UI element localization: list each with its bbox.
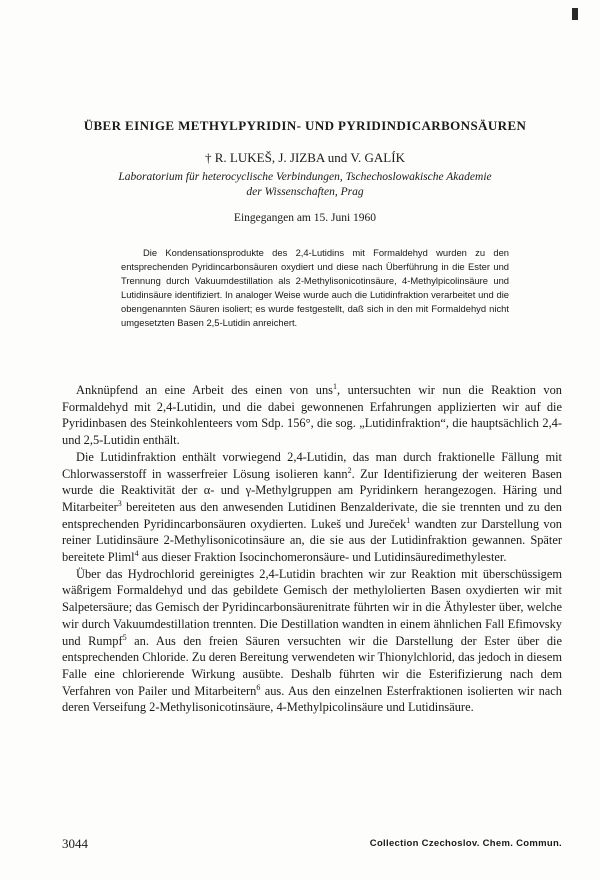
paragraph-text: wandten zur Darstellung von reiner Lutidinsäure 2-Methylisonicotinsäure an, die sie aus der Lutidinfraktion gewannen. Später bereitete Pliml: [62, 516, 562, 565]
abstract: Die Kondensationsprodukte des 2,4-Lutidins mit Formaldehyd wurden zu den entsprechenden Pyridincarbonsäuren oxydiert und diese nach Überführung in die Ester und Trennung durch Vakuumdestillation als 2-Methylisonicotinsäure, 4-Methylpicolinsäure und Lutidinsäure identifiziert. In analoger Weise wurde auch die Lutidinfraktion verarbeitet und die obengenannten Säuren isoliert; es wurde festgestellt, daß sich in den mit Formaldehyd nicht umgesetzten Basen 2,5-Lutidin anreichert.: [121, 247, 509, 328]
reference-marker: 1: [332, 381, 337, 391]
paragraph-text: , untersuchten wir nun die Reaktion von Formaldehyd mit 2,4-Lutidin, und die dabei gewonnenen Erfahrungen applizierten wir auf die Pyridinbasen des Steinkohlenteers vom Sdp. 156°, die sog. „Lutidinfraktion“, die hauptsächlich 2,4- und 2,5-Lutidin enthält.: [62, 383, 562, 448]
article-title: ÜBER EINIGE METHYLPYRIDIN- UND PYRIDINDICARBONSÄUREN: [83, 118, 527, 133]
reference-marker: 1: [406, 515, 411, 525]
received-date: Eingegangen am 15. Juni 1960: [233, 212, 377, 224]
paragraph-text: bereiteten aus den anwesenden Lutidinen Benzalderivate, die sie trennten und zu den entsprechenden Pyridincarbonsäuren oxydierten. Lukeš und Jureček: [62, 499, 562, 531]
paragraph-text: Anknüpfend an eine Arbeit des einen von uns: [76, 383, 333, 397]
paragraph-text: an. Aus den freien Säuren versuchten wir die Darstellung der Ester über die entsprechenden Chloride. Zu deren Bereitung verwendeten wir Thionylchlorid, das jedoch in diesem Falle eine chlorierende Wirkung ausübte. Deshalb führten wir die Esterifizierung nach dem Verfahren von Pailer und Mitarbeitern: [62, 633, 562, 698]
article-affiliation: [110, 170, 500, 200]
reference-marker: 3: [117, 498, 122, 508]
paragraph-1: [62, 382, 562, 449]
paragraph-text: Die Lutidinfraktion enthält vorwiegend 2,4-Lutidin, das man durch fraktionelle Fällung mit Chlorwasserstoff in wasserfreier Lösung isolieren kann: [62, 449, 562, 481]
paragraph-3: [62, 566, 562, 716]
paragraph-text: . Zur Identifizierung der weiteren Basen wurde die Reaktivität der α- und γ-Methylgruppen am Pyridinkern herangezogen. Häring und Mitarbeiter: [62, 466, 562, 514]
journal-name: Collection Czechoslov. Chem. Commun.: [369, 838, 562, 849]
reference-marker: 2: [347, 465, 352, 475]
paragraph-text: aus. Aus den einzelnen Esterfraktionen isolierten wir nach deren Verseifung 2-Methylisonicotinsäure, 4-Methylpicolinsäure und Lutidinsäure.: [62, 683, 562, 715]
paragraph-text: aus dieser Fraktion Isocinchomeronsäure- und Lutidinsäuredimethylester.: [138, 550, 507, 565]
page-number: 3044: [62, 836, 88, 851]
article-body: [62, 382, 562, 716]
reference-marker: 5: [122, 632, 127, 642]
paragraph-text: Über das Hydrochlorid gereinigtes 2,4-Lutidin brachten wir zur Reaktion mit überschüssigem wäßrigem Formaldehyd und das gebildete Gemisch der methylolierten Basen oxydierten wir mit Salpetersäure; das Gemisch der Pyridincarbonsäurenitrate führten wir in die Äthylester über, welche wir durch Vakuumdestillation trennten. Die Destillation wandten in einem ähnlichen Fall Efimovsky und Rumpf: [62, 566, 562, 648]
reference-marker: 6: [256, 682, 261, 692]
article-authors: † R. LUKEŠ, J. JIZBA und V. GALÍK: [205, 150, 405, 165]
reference-marker: 4: [134, 548, 139, 558]
affiliation-line-2: der Wissenschaften, Prag: [246, 186, 364, 198]
scan-mark: [572, 8, 578, 20]
affiliation-line-1: Laboratorium für heterocyclische Verbindungen, Tschechoslowakische Akademie: [118, 171, 492, 183]
paragraph-2: [62, 449, 562, 566]
